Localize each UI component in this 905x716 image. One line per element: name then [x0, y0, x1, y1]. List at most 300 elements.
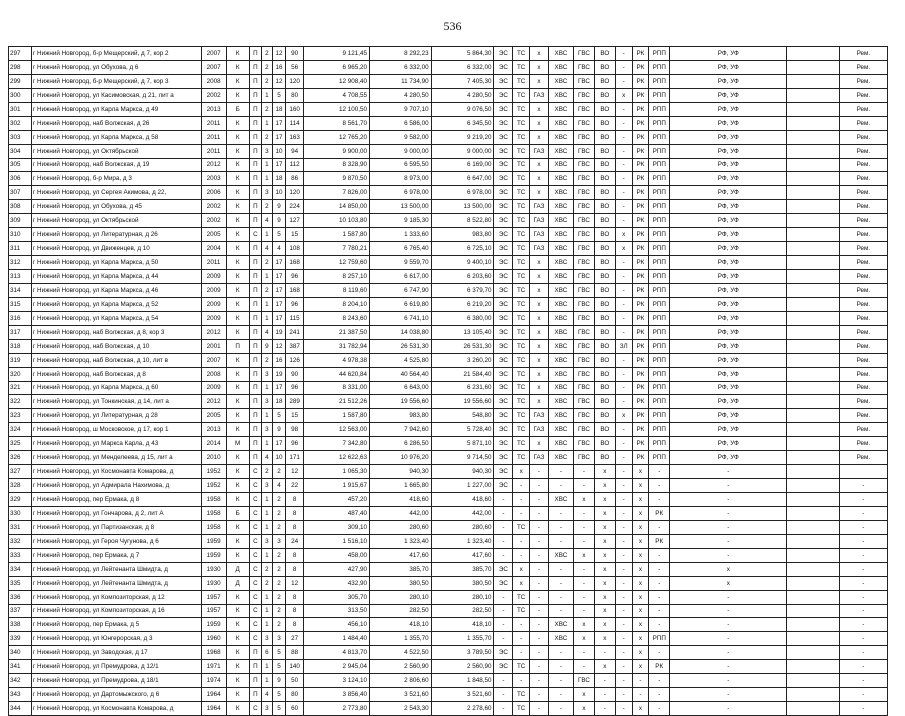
- heating-cell: -: [513, 548, 530, 562]
- hot-water-cell: ГВС: [573, 437, 594, 451]
- repair-cell: -: [839, 562, 887, 576]
- table-row: [9, 451, 888, 465]
- hot-water-cell: ГВС: [573, 214, 594, 228]
- sewerage-cell: х: [594, 590, 615, 604]
- extra-cell: -: [615, 646, 632, 660]
- repair-cell: Рем.: [839, 200, 887, 214]
- cold-water-cell: ХВС: [548, 116, 573, 130]
- wall-type-cell: К: [226, 200, 249, 214]
- sections-cell: 2: [262, 200, 272, 214]
- total-area-cell: 427,90: [304, 562, 370, 576]
- type-cell: П: [249, 451, 262, 465]
- heating-cell: ТС: [513, 47, 530, 61]
- electricity-cell: -: [494, 520, 513, 534]
- table-row: [9, 437, 888, 451]
- extra-cell: -: [615, 158, 632, 172]
- row-number-cell: 302: [9, 116, 32, 130]
- sections-cell: 4: [262, 688, 272, 702]
- build-year-cell: 2011: [201, 116, 226, 130]
- electricity-cell: -: [494, 688, 513, 702]
- build-year-cell: 1930: [201, 562, 226, 576]
- address-cell: г Нижний Новгород, ул Космонавта Комарова, д: [32, 465, 202, 479]
- apartments-cell: 86: [286, 172, 304, 186]
- repair-cell: Рем.: [839, 270, 887, 284]
- funding-cell: х: [670, 562, 787, 576]
- sections-cell: 1: [262, 506, 272, 520]
- type-cell: П: [249, 325, 262, 339]
- apartments-cell: 22: [286, 479, 304, 493]
- wall-type-cell: К: [226, 702, 249, 716]
- total-area-cell: 1 516,10: [304, 534, 370, 548]
- wall-type-cell: К: [226, 367, 249, 381]
- sections-cell: 3: [262, 367, 272, 381]
- total-area-cell: 7 826,00: [304, 186, 370, 200]
- total-area-cell: 7 342,80: [304, 437, 370, 451]
- sewerage-cell: ВО: [594, 395, 615, 409]
- residential-area-cell: 6 203,60: [431, 270, 494, 284]
- row-number-cell: 341: [9, 660, 32, 674]
- extra-cell: -: [615, 576, 632, 590]
- total-area-cell: 12 563,00: [304, 423, 370, 437]
- gas-cell: ГАЗ: [530, 451, 549, 465]
- build-year-cell: 1959: [201, 534, 226, 548]
- floors-cell: 2: [272, 562, 286, 576]
- sewerage-cell: ВО: [594, 437, 615, 451]
- cold-water-cell: ХВС: [548, 144, 573, 158]
- address-cell: г Нижний Новгород, наб Волжская, д 10, лит в: [32, 353, 202, 367]
- wall-type-cell: К: [226, 660, 249, 674]
- rk-cell: РК: [632, 102, 649, 116]
- funding-cell: РФ, УФ: [670, 102, 787, 116]
- table-row: [9, 409, 888, 423]
- apartments-cell: 224: [286, 200, 304, 214]
- sewerage-cell: ВО: [594, 353, 615, 367]
- extra-cell: х: [615, 242, 632, 256]
- hot-water-cell: ГВС: [573, 381, 594, 395]
- total-area-cell: 2 945,04: [304, 660, 370, 674]
- sections-cell: 1: [262, 381, 272, 395]
- rpp-cell: РПП: [649, 102, 670, 116]
- cold-water-cell: -: [548, 576, 573, 590]
- wall-type-cell: К: [226, 451, 249, 465]
- extra-cell: -: [615, 74, 632, 88]
- floors-cell: 5: [272, 702, 286, 716]
- wall-type-cell: К: [226, 228, 249, 242]
- sections-cell: 1: [262, 172, 272, 186]
- heating-cell: ТС: [513, 604, 530, 618]
- table-row: [9, 548, 888, 562]
- rk-cell: РК: [632, 200, 649, 214]
- total-area-cell: 8 331,00: [304, 381, 370, 395]
- apartments-cell: 108: [286, 242, 304, 256]
- cold-water-cell: ХВС: [548, 437, 573, 451]
- extra-cell: -: [615, 381, 632, 395]
- apartments-cell: 96: [286, 297, 304, 311]
- sections-cell: 2: [262, 74, 272, 88]
- hot-water-cell: ГВС: [573, 242, 594, 256]
- rpp-cell: РПП: [649, 423, 670, 437]
- type-cell: П: [249, 339, 262, 353]
- extra-cell: -: [615, 130, 632, 144]
- repair-cell: Рем.: [839, 423, 887, 437]
- electricity-cell: -: [494, 493, 513, 507]
- funding-cell: х: [670, 576, 787, 590]
- cold-water-cell: ХВС: [548, 451, 573, 465]
- rk-cell: х: [632, 702, 649, 716]
- cold-water-cell: -: [548, 674, 573, 688]
- gas-cell: х: [530, 270, 549, 284]
- type-cell: П: [249, 395, 262, 409]
- row-number-cell: 308: [9, 200, 32, 214]
- hot-water-cell: ГВС: [573, 256, 594, 270]
- table-row: [9, 562, 888, 576]
- row-number-cell: 305: [9, 158, 32, 172]
- funding-cell: РФ, УФ: [670, 88, 787, 102]
- gas-cell: -: [530, 674, 549, 688]
- floors-cell: 5: [272, 660, 286, 674]
- floors-cell: 2: [272, 520, 286, 534]
- empty-cell: [787, 214, 839, 228]
- row-number-cell: 327: [9, 465, 32, 479]
- extra-cell: -: [615, 562, 632, 576]
- rk-cell: РК: [632, 325, 649, 339]
- hot-water-cell: х: [573, 702, 594, 716]
- wall-type-cell: К: [226, 130, 249, 144]
- total-area-cell: 432,90: [304, 576, 370, 590]
- funding-cell: РФ, УФ: [670, 367, 787, 381]
- repair-cell: -: [839, 506, 887, 520]
- sewerage-cell: х: [594, 632, 615, 646]
- sections-cell: 3: [262, 186, 272, 200]
- living-area-cell: 280,60: [369, 520, 431, 534]
- empty-cell: [787, 228, 839, 242]
- residential-area-cell: 13 500,00: [431, 200, 494, 214]
- total-area-cell: 2 773,80: [304, 702, 370, 716]
- floors-cell: 2: [272, 618, 286, 632]
- heating-cell: ТС: [513, 367, 530, 381]
- empty-cell: [787, 353, 839, 367]
- sewerage-cell: ВО: [594, 214, 615, 228]
- heating-cell: ТС: [513, 158, 530, 172]
- hot-water-cell: ГВС: [573, 283, 594, 297]
- repair-cell: Рем.: [839, 283, 887, 297]
- empty-cell: [787, 520, 839, 534]
- type-cell: С: [249, 465, 262, 479]
- table-row: [9, 283, 888, 297]
- row-number-cell: 343: [9, 688, 32, 702]
- repair-cell: Рем.: [839, 311, 887, 325]
- heating-cell: ТС: [513, 214, 530, 228]
- hot-water-cell: х: [573, 493, 594, 507]
- repair-cell: -: [839, 660, 887, 674]
- address-cell: г Нижний Новгород, ул Движенцев, д 10: [32, 242, 202, 256]
- residential-area-cell: 280,60: [431, 520, 494, 534]
- cold-water-cell: ХВС: [548, 256, 573, 270]
- wall-type-cell: К: [226, 632, 249, 646]
- empty-cell: [787, 325, 839, 339]
- sewerage-cell: х: [594, 479, 615, 493]
- living-area-cell: 6 617,00: [369, 270, 431, 284]
- repair-cell: Рем.: [839, 437, 887, 451]
- build-year-cell: 1952: [201, 465, 226, 479]
- heating-cell: ТС: [513, 590, 530, 604]
- build-year-cell: 1958: [201, 520, 226, 534]
- row-number-cell: 334: [9, 562, 32, 576]
- electricity-cell: ЭС: [494, 465, 513, 479]
- extra-cell: -: [615, 353, 632, 367]
- address-cell: г Нижний Новгород, ул Тонкинская, д 14, лит а: [32, 395, 202, 409]
- hot-water-cell: ГВС: [573, 228, 594, 242]
- hot-water-cell: ГВС: [573, 339, 594, 353]
- row-number-cell: 314: [9, 283, 32, 297]
- gas-cell: -: [530, 646, 549, 660]
- cold-water-cell: ХВС: [548, 381, 573, 395]
- apartments-cell: 120: [286, 74, 304, 88]
- electricity-cell: -: [494, 506, 513, 520]
- address-cell: г Нижний Новгород, ул Премудрова, д 18/1: [32, 674, 202, 688]
- row-number-cell: 324: [9, 423, 32, 437]
- row-number-cell: 313: [9, 270, 32, 284]
- address-cell: г Нижний Новгород, ул Менделеева, д 15, лит а: [32, 451, 202, 465]
- funding-cell: РФ, УФ: [670, 144, 787, 158]
- build-year-cell: 2008: [201, 74, 226, 88]
- funding-cell: -: [670, 493, 787, 507]
- table-row: [9, 102, 888, 116]
- apartments-cell: 94: [286, 144, 304, 158]
- address-cell: г Нижний Новгород, пер Ермака, д 8: [32, 493, 202, 507]
- repair-cell: Рем.: [839, 130, 887, 144]
- total-area-cell: 8 328,90: [304, 158, 370, 172]
- apartments-cell: 387: [286, 339, 304, 353]
- hot-water-cell: х: [573, 632, 594, 646]
- type-cell: П: [249, 60, 262, 74]
- type-cell: С: [249, 618, 262, 632]
- residential-area-cell: 2 560,90: [431, 660, 494, 674]
- page-number: 536: [443, 19, 462, 33]
- row-number-cell: 303: [9, 130, 32, 144]
- table-row: [9, 479, 888, 493]
- sewerage-cell: х: [594, 548, 615, 562]
- rk-cell: РК: [632, 283, 649, 297]
- rpp-cell: РПП: [649, 311, 670, 325]
- wall-type-cell: К: [226, 283, 249, 297]
- heating-cell: ТС: [513, 423, 530, 437]
- total-area-cell: 487,40: [304, 506, 370, 520]
- electricity-cell: ЭС: [494, 339, 513, 353]
- living-area-cell: 6 332,00: [369, 60, 431, 74]
- floors-cell: 5: [272, 688, 286, 702]
- sections-cell: 2: [262, 256, 272, 270]
- sewerage-cell: -: [594, 646, 615, 660]
- funding-cell: РФ, УФ: [670, 381, 787, 395]
- residential-area-cell: 282,50: [431, 604, 494, 618]
- apartments-cell: 15: [286, 409, 304, 423]
- heating-cell: ТС: [513, 702, 530, 716]
- extra-cell: х: [615, 228, 632, 242]
- sewerage-cell: ВО: [594, 116, 615, 130]
- hot-water-cell: ГВС: [573, 270, 594, 284]
- build-year-cell: 2012: [201, 395, 226, 409]
- rpp-cell: РК: [649, 534, 670, 548]
- floors-cell: 10: [272, 144, 286, 158]
- electricity-cell: ЭС: [494, 325, 513, 339]
- empty-cell: [787, 702, 839, 716]
- empty-cell: [787, 200, 839, 214]
- living-area-cell: 3 521,60: [369, 688, 431, 702]
- funding-cell: РФ, УФ: [670, 116, 787, 130]
- residential-area-cell: 1 848,50: [431, 674, 494, 688]
- type-cell: П: [249, 116, 262, 130]
- repair-cell: Рем.: [839, 451, 887, 465]
- type-cell: П: [249, 353, 262, 367]
- cold-water-cell: -: [548, 534, 573, 548]
- build-year-cell: 1958: [201, 506, 226, 520]
- cold-water-cell: -: [548, 506, 573, 520]
- sections-cell: 4: [262, 325, 272, 339]
- living-area-cell: 9 707,10: [369, 102, 431, 116]
- floors-cell: 5: [272, 88, 286, 102]
- residential-area-cell: 6 345,50: [431, 116, 494, 130]
- sewerage-cell: х: [594, 465, 615, 479]
- heating-cell: ТС: [513, 325, 530, 339]
- table-row: [9, 88, 888, 102]
- rpp-cell: РПП: [649, 60, 670, 74]
- apartments-cell: 12: [286, 576, 304, 590]
- gas-cell: х: [530, 172, 549, 186]
- floors-cell: 19: [272, 367, 286, 381]
- rpp-cell: РПП: [649, 395, 670, 409]
- apartments-cell: 168: [286, 256, 304, 270]
- type-cell: П: [249, 130, 262, 144]
- floors-cell: 18: [272, 395, 286, 409]
- sections-cell: 3: [262, 423, 272, 437]
- wall-type-cell: К: [226, 646, 249, 660]
- apartments-cell: 127: [286, 214, 304, 228]
- sections-cell: 3: [262, 534, 272, 548]
- row-number-cell: 307: [9, 186, 32, 200]
- wall-type-cell: К: [226, 604, 249, 618]
- build-year-cell: 2013: [201, 102, 226, 116]
- type-cell: П: [249, 256, 262, 270]
- rpp-cell: РПП: [649, 256, 670, 270]
- cold-water-cell: ХВС: [548, 297, 573, 311]
- heating-cell: ТС: [513, 130, 530, 144]
- extra-cell: -: [615, 674, 632, 688]
- gas-cell: -: [530, 590, 549, 604]
- rk-cell: РК: [632, 451, 649, 465]
- electricity-cell: ЭС: [494, 130, 513, 144]
- gas-cell: -: [530, 576, 549, 590]
- residential-area-cell: 6 379,70: [431, 283, 494, 297]
- rk-cell: РК: [632, 311, 649, 325]
- gas-cell: ГАЗ: [530, 88, 549, 102]
- sections-cell: 3: [262, 144, 272, 158]
- address-cell: г Нижний Новгород, ш Московское, д 17, кор 1: [32, 423, 202, 437]
- build-year-cell: 2005: [201, 228, 226, 242]
- gas-cell: ГАЗ: [530, 200, 549, 214]
- sewerage-cell: ВО: [594, 47, 615, 61]
- table-row: [9, 214, 888, 228]
- total-area-cell: 12 765,20: [304, 130, 370, 144]
- gas-cell: ГАЗ: [530, 409, 549, 423]
- cold-water-cell: -: [548, 479, 573, 493]
- row-number-cell: 325: [9, 437, 32, 451]
- rk-cell: РК: [632, 130, 649, 144]
- row-number-cell: 299: [9, 74, 32, 88]
- address-cell: г Нижний Новгород, ул Карла Маркса, д 52: [32, 297, 202, 311]
- heating-cell: ТС: [513, 660, 530, 674]
- hot-water-cell: ГВС: [573, 186, 594, 200]
- address-cell: г Нижний Новгород, ул Космонавта Комарова, д: [32, 702, 202, 716]
- wall-type-cell: К: [226, 270, 249, 284]
- total-area-cell: 9 870,50: [304, 172, 370, 186]
- hot-water-cell: -: [573, 465, 594, 479]
- build-year-cell: 2007: [201, 60, 226, 74]
- residential-area-cell: 6 647,00: [431, 172, 494, 186]
- rpp-cell: РПП: [649, 130, 670, 144]
- living-area-cell: 6 747,90: [369, 283, 431, 297]
- gas-cell: ГАЗ: [530, 144, 549, 158]
- floors-cell: 5: [272, 646, 286, 660]
- type-cell: П: [249, 270, 262, 284]
- extra-cell: -: [615, 604, 632, 618]
- build-year-cell: 2009: [201, 297, 226, 311]
- rpp-cell: -: [649, 520, 670, 534]
- heating-cell: ТС: [513, 74, 530, 88]
- cold-water-cell: -: [548, 604, 573, 618]
- residential-area-cell: 6 725,10: [431, 242, 494, 256]
- funding-cell: -: [670, 479, 787, 493]
- floors-cell: 18: [272, 172, 286, 186]
- living-area-cell: 418,10: [369, 618, 431, 632]
- repair-cell: -: [839, 493, 887, 507]
- sections-cell: 1: [262, 618, 272, 632]
- repair-cell: Рем.: [839, 395, 887, 409]
- rk-cell: РК: [632, 228, 649, 242]
- gas-cell: ГАЗ: [530, 242, 549, 256]
- living-area-cell: 1 323,40: [369, 534, 431, 548]
- floors-cell: 9: [272, 423, 286, 437]
- electricity-cell: ЭС: [494, 47, 513, 61]
- living-area-cell: 983,80: [369, 409, 431, 423]
- type-cell: П: [249, 646, 262, 660]
- row-number-cell: 300: [9, 88, 32, 102]
- row-number-cell: 304: [9, 144, 32, 158]
- rk-cell: х: [632, 576, 649, 590]
- heating-cell: -: [513, 674, 530, 688]
- rk-cell: РК: [632, 339, 649, 353]
- total-area-cell: 305,70: [304, 590, 370, 604]
- extra-cell: -: [615, 548, 632, 562]
- electricity-cell: ЭС: [494, 270, 513, 284]
- cold-water-cell: ХВС: [548, 200, 573, 214]
- funding-cell: -: [670, 702, 787, 716]
- build-year-cell: 1957: [201, 590, 226, 604]
- living-area-cell: 19 556,60: [369, 395, 431, 409]
- sections-cell: 2: [262, 283, 272, 297]
- sewerage-cell: х: [594, 604, 615, 618]
- build-year-cell: 2012: [201, 325, 226, 339]
- floors-cell: 2: [272, 465, 286, 479]
- residential-area-cell: 380,50: [431, 576, 494, 590]
- row-number-cell: 315: [9, 297, 32, 311]
- gas-cell: х: [530, 311, 549, 325]
- residential-area-cell: 5 728,40: [431, 423, 494, 437]
- repair-cell: Рем.: [839, 325, 887, 339]
- repair-cell: Рем.: [839, 158, 887, 172]
- total-area-cell: 12 622,63: [304, 451, 370, 465]
- funding-cell: РФ, УФ: [670, 47, 787, 61]
